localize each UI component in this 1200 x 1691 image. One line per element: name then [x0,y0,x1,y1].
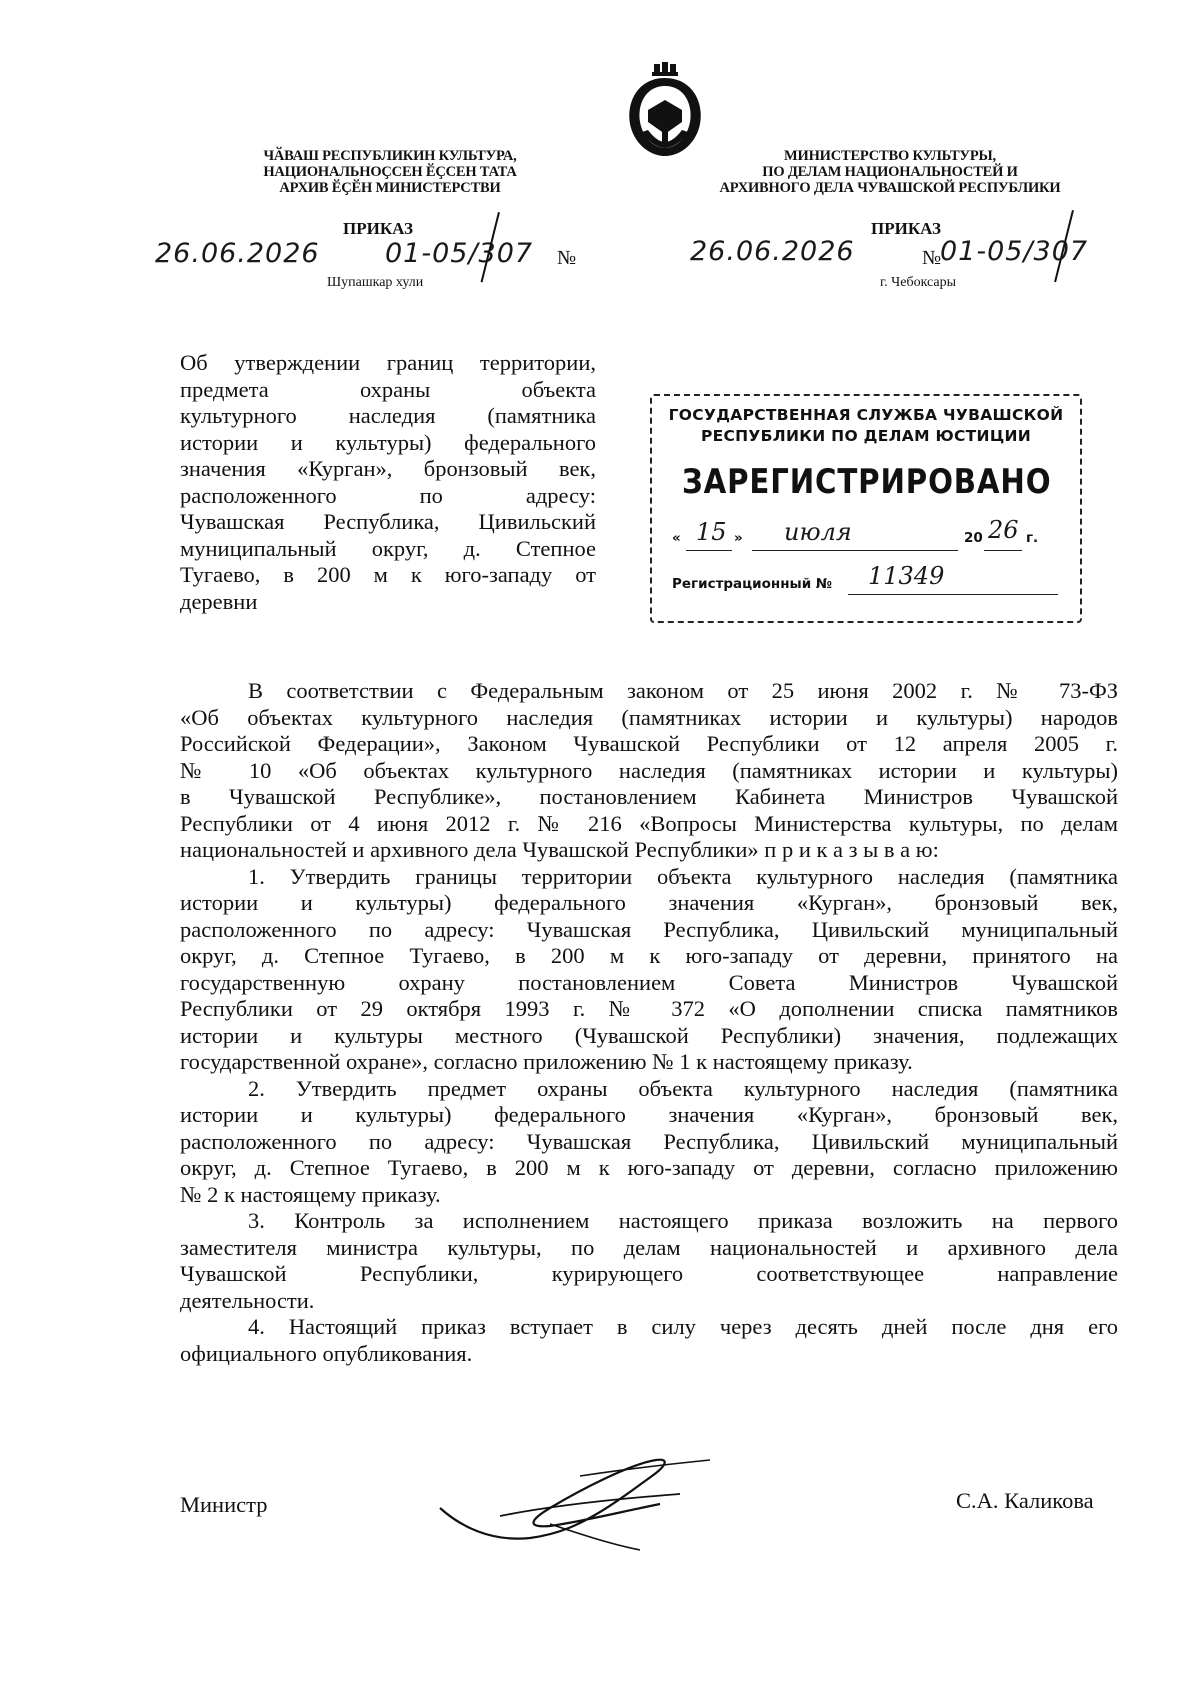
header-left-line: АРХИВ ӖҪӖН МИНИСТЕРСТВИ [279,180,501,196]
header-left-line: НАЦИОНАЛЬНОҪСЕН ӖҪСЕН ТАТА [263,164,517,180]
title-line: предмета охраны объекта [180,376,596,402]
handwritten-number-left: 01-05/307 [385,238,534,269]
stamp-registration-row [672,562,1067,602]
chuvash-emblem-icon [618,60,712,160]
body-line: № 10 «Об объектах культурного наследия (памятниках истории и культуры) [180,757,1118,783]
body-line: государственную охрану постановлением Совета Министров Чувашской [180,969,1118,995]
body-line: Республики от 29 октября 1993 г. № 372 «О дополнении списка памятников [180,996,1118,1021]
body-line: Российской Федерации», Законом Чувашской Республики от 12 апреля 2005 г. [180,731,1118,756]
stamp-month: июля [784,518,852,546]
handwritten-date-left: 26.06.2026 [155,238,320,269]
signatory-name: С.А. Каликова [956,1488,1094,1513]
stamp-year-prefix: 20 [964,530,983,546]
body-line: расположенного по адресу: Чувашская Республика, Цивильский муниципальный [180,1128,1118,1154]
body-line: 2. Утвердить предмет охраны объекта культурного наследия (памятника [248,1075,1118,1101]
title-line: Чувашская Республика, Цивильский [180,509,596,534]
handwritten-date-right: 26.06.2026 [690,236,855,267]
signatory-position: Министр [180,1492,268,1517]
header-left-line: ЧӐВАШ РЕСПУБЛИКИН КУЛЬТУРА, [263,148,517,164]
body-line: деятельности. [180,1287,315,1313]
body-line: истории и культуры) федерального значения «Курган», бронзовый век, [180,1102,1118,1127]
handwritten-number-right: 01-05/307 [940,236,1089,267]
header-left-ministry-name-chuvash [200,148,580,196]
title-line: муниципальный округ, д. Степное [180,535,596,561]
title-line: значения «Курган», бронзовый век, [180,456,596,481]
stamp-reg-line [848,594,1058,595]
body-line: истории и культуры) федерального значения «Курган», бронзовый век, [180,890,1118,915]
prikaz-label-right: ПРИКАЗ [871,219,941,238]
header-right-line: АРХИВНОГО ДЕЛА ЧУВАШСКОЙ РЕСПУБЛИКИ [719,180,1061,196]
body-line: Чувашской Республики, курирующего соответствующее направление [180,1261,1118,1286]
title-line: культурного наследия (памятника [180,403,596,428]
title-line: расположенного по адресу: [180,482,596,508]
body-line: истории и культуры местного (Чувашской Республики) значения, подлежащих [180,1022,1118,1048]
prikaz-label-left: ПРИКАЗ [343,219,413,238]
body-line: государственной охране», согласно приложению № 1 к настоящему приказу. [180,1049,913,1074]
stamp-reg-label: Регистрационный № [672,576,833,592]
body-line: заместителя министра культуры, по делам национальностей и архивного дела [180,1234,1118,1260]
header-right-line: МИНИСТЕРСТВО КУЛЬТУРЫ, [784,148,996,164]
body-line: в Чувашской Республике», постановлением Кабинета Министров Чувашской [180,784,1118,809]
stamp-year-suffix: 26 [988,516,1019,544]
stamp-day: 15 [696,518,727,546]
body-line: округ, д. Степное Тугаево, в 200 м к юго-западу от деревни, принятого на [180,943,1118,968]
body-line: расположенного по адресу: Чувашская Республика, Цивильский муниципальный [180,916,1118,942]
title-line: деревни [180,588,258,614]
number-sign-right: № [922,247,942,269]
stamp-quote-open: « [672,530,681,546]
stamp-year-unit: г. [1026,530,1039,546]
body-line: национальностей и архивного дела Чувашской Республики» п р и к а з ы в а ю: [180,837,939,862]
header-right-ministry-name-russian [690,148,1090,196]
stamp-date-row [672,518,1067,554]
stamp-reg-number: 11349 [868,562,945,590]
body-line: официального опубликования. [180,1340,473,1366]
place-left: Шупашкар хули [327,275,424,290]
body-line: 3. Контроль за исполнением настоящего приказа возложить на первого [248,1208,1118,1233]
body-line: Республики от 4 июня 2012 г. № 216 «Вопросы Министерства культуры, по делам [180,810,1118,836]
body-line: округ, д. Степное Тугаево, в 200 м к юго-западу от деревни, согласно приложению [180,1155,1118,1180]
stamp-registered-label: ЗАРЕГИСТРИРОВАНО [681,462,1052,502]
registration-stamp [650,394,1082,623]
stamp-header-line: ГОСУДАРСТВЕННАЯ СЛУЖБА ЧУВАШСКОЙ [668,406,1064,424]
stamp-header-line: РЕСПУБЛИКИ ПО ДЕЛАМ ЮСТИЦИИ [700,427,1032,445]
handwritten-signature [430,1446,720,1556]
stamp-year-line [984,550,1022,551]
stamp-quote-close: » [734,530,743,546]
order-body [180,678,1118,1367]
body-line: № 2 к настоящему приказу. [180,1181,441,1207]
body-line: 1. Утвердить границы территории объекта культурного наследия (памятника [248,863,1118,889]
body-line: 4. Настоящий приказ вступает в силу через десять дней после дня его [248,1314,1118,1339]
body-line: «Об объектах культурного наследия (памятниках истории и культуры) народов [180,704,1118,730]
stamp-month-line [752,550,958,551]
title-line: Тугаево, в 200 м к юго-западу от [180,562,596,587]
order-title [180,350,596,615]
number-sign-left: № [557,247,577,269]
title-line: Об утверждении границ территории, [180,350,596,375]
body-line: В соответствии с Федеральным законом от 25 июня 2002 г. № 73-ФЗ [248,678,1118,703]
title-line: истории и культуры) федерального [180,429,596,455]
header-right-line: ПО ДЕЛАМ НАЦИОНАЛЬНОСТЕЙ И [762,164,1018,180]
stamp-day-line [686,550,732,551]
place-right: г. Чебоксары [880,275,957,290]
